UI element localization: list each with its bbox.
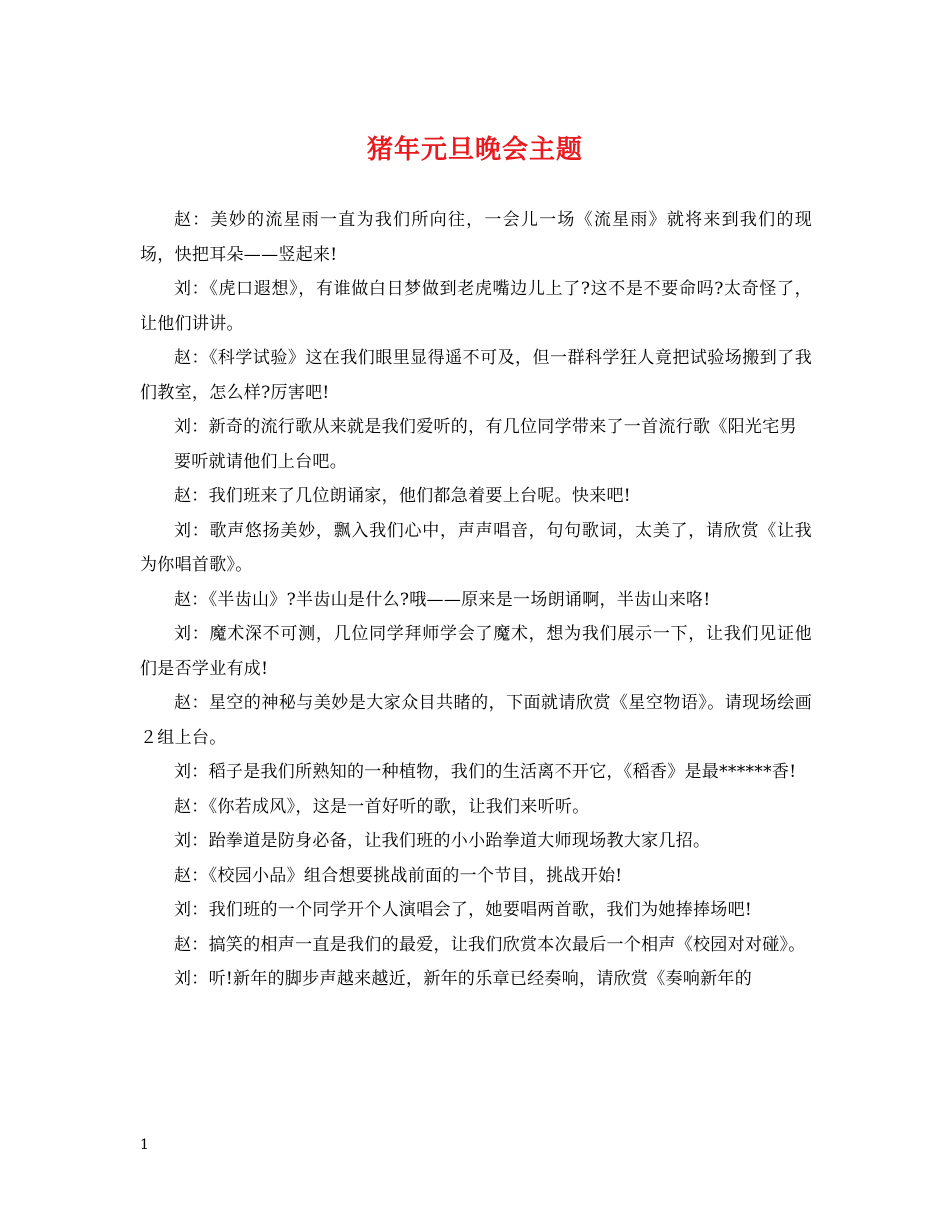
paragraph: 刘：听!新年的脚步声越来越近，新年的乐章已经奏响，请欣赏《奏响新年的 <box>174 969 753 989</box>
paragraph: 赵：《科学试验》这在我们眼里显得遥不可及，但一群科学狂人竟把试验场搬到了我们教室，怎么样?厉害吧! <box>140 348 812 403</box>
paragraph: 刘：我们班的一个同学开个人演唱会了，她要唱两首歌，我们为她捧捧场吧! <box>174 900 753 920</box>
paragraph: 赵：《校园小品》组合想要挑战前面的一个节目，挑战开始! <box>174 865 623 886</box>
document-body <box>140 203 812 997</box>
paragraph: 刘：歌声悠扬美妙，飘入我们心中，声声唱音，句句歌词，太美了，请欣赏《让我为你唱首歌》。 <box>140 520 812 575</box>
paragraph: 刘：《虎口遐想》，有谁做白日梦做到老虎嘴边儿上了?这不是不要命吗?太奇怪了，让他们讲讲。 <box>140 279 812 334</box>
paragraph: 赵：《你若成风》，这是一首好听的歌，让我们来听听。 <box>174 796 590 817</box>
paragraph: 赵：美妙的流星雨一直为我们所向往，一会儿一场《流星雨》就将来到我们的现场，快把耳朵——竖起来! <box>140 210 812 265</box>
paragraph: 赵：我们班来了几位朗诵家，他们都急着要上台呢。快来吧! <box>174 486 631 506</box>
paragraph: 要听就请他们上台吧。 <box>174 451 347 472</box>
paragraph: 刘：稻子是我们所熟知的一种植物，我们的生活离不开它，《稻香》是最******香! <box>174 762 797 782</box>
page-title: 猪年元旦晚会主题 <box>366 135 583 165</box>
paragraph: 刘：新奇的流行歌从来就是我们爱听的，有几位同学带来了一首流行歌《阳光宅男 <box>174 417 797 437</box>
paragraph: 刘：跆拳道是防身必备，让我们班的小小跆拳道大师现场教大家几招。 <box>174 831 711 851</box>
page-number: 1 <box>140 1137 149 1153</box>
paragraph: 刘：魔术深不可测，几位同学拜师学会了魔术，想为我们展示一下，让我们见证他们是否学业有成! <box>140 624 812 679</box>
paragraph: 赵：搞笑的相声一直是我们的最爱，让我们欣赏本次最后一个相声《校园对对碰》。 <box>174 934 806 955</box>
paragraph: 赵：星空的神秘与美妙是大家众目共睹的，下面就请欣赏《星空物语》。请现场绘画２组上台。 <box>140 693 812 748</box>
paragraph: 赵：《半齿山》?半齿山是什么?哦——原来是一场朗诵啊，半齿山来咯! <box>174 589 711 610</box>
